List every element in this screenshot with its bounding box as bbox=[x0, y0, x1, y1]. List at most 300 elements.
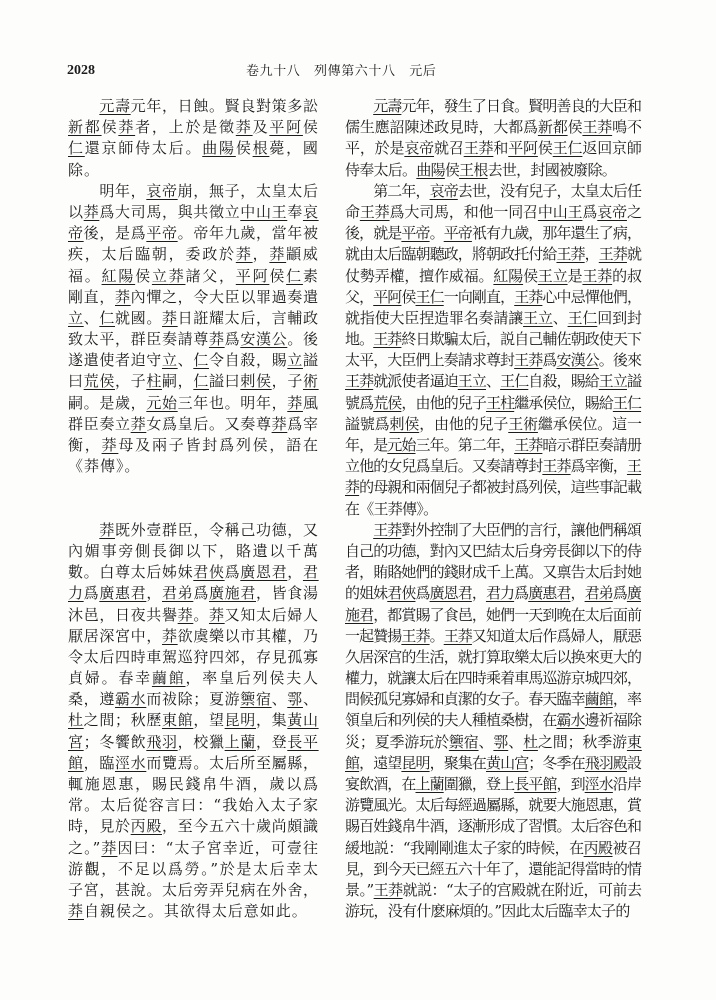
proper-name: 黄山宫 bbox=[486, 753, 529, 772]
text-line bbox=[68, 626, 318, 647]
line-text bbox=[68, 203, 319, 221]
line-text bbox=[345, 542, 641, 560]
text-run: 就由太后臨朝聽政，將朝政托付給 bbox=[345, 245, 557, 264]
text-run: 而祓除；夏游 bbox=[146, 690, 241, 709]
text-run: 繼承侯位，賜給 bbox=[514, 393, 613, 412]
text-run: 爲宰 bbox=[287, 414, 319, 433]
text-run: 一起贊揚 bbox=[345, 626, 402, 645]
text-run: 以 bbox=[68, 202, 84, 221]
text-line bbox=[345, 202, 642, 223]
text-line bbox=[345, 626, 642, 647]
text-run: 爲 bbox=[193, 584, 209, 603]
proper-name: 莽 bbox=[130, 414, 147, 433]
text-run: 命 bbox=[345, 202, 360, 221]
proper-name: 根 bbox=[252, 139, 270, 158]
text-line bbox=[345, 181, 642, 202]
text-line bbox=[68, 541, 318, 562]
text-run: 是 bbox=[567, 266, 583, 285]
text-line bbox=[68, 181, 318, 202]
proper-name: 籞宿 bbox=[448, 732, 479, 751]
text-line bbox=[68, 647, 318, 668]
text-run: 桑，遵 bbox=[68, 690, 115, 709]
text-run: 之 bbox=[626, 202, 642, 221]
text-run: 侯 bbox=[567, 118, 583, 137]
text-run: 福。 bbox=[68, 266, 102, 285]
line-text bbox=[68, 733, 319, 751]
text-run: 謚 bbox=[626, 372, 642, 391]
text-run: 設 bbox=[626, 753, 642, 772]
line-text bbox=[345, 563, 641, 581]
line-text bbox=[345, 372, 641, 390]
text-line bbox=[345, 350, 642, 371]
text-run: ，都賞賜了食邑，她們一天到晚在太后面前 bbox=[373, 605, 642, 624]
line-text bbox=[373, 521, 641, 539]
line-text bbox=[68, 542, 320, 560]
line-text bbox=[345, 690, 641, 708]
line-text bbox=[68, 330, 319, 348]
text-line bbox=[345, 583, 642, 604]
text-run: 爲 bbox=[415, 584, 430, 603]
line-text bbox=[68, 351, 319, 369]
line-text bbox=[345, 457, 641, 475]
text-run: 、 bbox=[271, 690, 288, 709]
text-run: 輒施恩惠，賜民錢帛牛酒，歲以爲 bbox=[68, 775, 320, 794]
proper-name: 莽 bbox=[208, 605, 225, 624]
text-run: ， bbox=[570, 584, 585, 603]
text-run: 群臣奏立 bbox=[68, 414, 131, 433]
text-run: 除。 bbox=[68, 160, 100, 179]
text-run: 後，是爲 bbox=[83, 224, 147, 243]
proper-name: 新都 bbox=[68, 118, 102, 137]
text-run: 爲大司馬，與共徵立 bbox=[99, 202, 241, 221]
text-line bbox=[345, 901, 642, 922]
line-text bbox=[99, 521, 318, 539]
proper-name: 帝 bbox=[68, 224, 84, 243]
proper-name: 君力 bbox=[485, 584, 515, 603]
text-line bbox=[345, 96, 642, 117]
text-line bbox=[68, 202, 318, 223]
text-line bbox=[345, 477, 642, 498]
proper-name: 飛羽 bbox=[146, 732, 178, 751]
proper-name: 平阿 bbox=[269, 118, 303, 137]
proper-name: 王根 bbox=[459, 160, 488, 179]
proper-name: 莽 bbox=[345, 478, 360, 497]
proper-name: 力 bbox=[68, 584, 84, 603]
text-line bbox=[345, 689, 642, 710]
text-line bbox=[345, 541, 642, 562]
text-run: 繼承侯位。這一 bbox=[537, 414, 642, 433]
line-text bbox=[68, 881, 319, 899]
text-run: 回到封 bbox=[597, 308, 642, 327]
line-text bbox=[99, 182, 318, 200]
text-line bbox=[345, 308, 642, 329]
text-line bbox=[345, 753, 642, 774]
proper-name: 莽 bbox=[115, 287, 131, 306]
proper-name: 平帝 bbox=[443, 224, 472, 243]
line-text bbox=[68, 754, 319, 772]
proper-name: 館 bbox=[68, 753, 84, 772]
text-line bbox=[345, 732, 642, 753]
proper-name: 上蘭 bbox=[415, 775, 444, 793]
text-run: 在《王莽傳》。 bbox=[345, 499, 438, 518]
text-run: 內媚事旁側長御以下，賂遺以千萬 bbox=[68, 541, 320, 560]
proper-name: 長平 bbox=[287, 732, 319, 751]
proper-name: 莽 bbox=[271, 414, 288, 433]
text-line bbox=[68, 605, 318, 626]
proper-name: 籞宿 bbox=[240, 690, 272, 709]
text-run: 爲 bbox=[224, 330, 241, 349]
text-line bbox=[345, 393, 642, 414]
proper-name: 涇水 bbox=[584, 775, 613, 793]
text-run: 自己的功德，對內又巴結太后身旁長御以下的侍 bbox=[345, 541, 642, 560]
text-run: ， bbox=[287, 563, 303, 582]
proper-name: 莽 bbox=[161, 626, 178, 645]
proper-name: 安漢公 bbox=[556, 351, 599, 370]
text-run: ，集 bbox=[255, 711, 288, 730]
text-run: 被召 bbox=[612, 838, 642, 857]
text-run: ，由他的兒子 bbox=[419, 414, 509, 433]
line-text bbox=[345, 351, 641, 369]
text-run: 元年，日蝕。賢良對策多訟 bbox=[130, 97, 319, 115]
text-run: 者，賄賂她們的錢財成千上萬。又禀告太后封她 bbox=[345, 563, 642, 582]
line-text bbox=[68, 711, 319, 729]
proper-name: 王立 bbox=[598, 372, 627, 391]
proper-name: 安漢公 bbox=[240, 330, 288, 349]
text-run: 爲 bbox=[83, 584, 100, 603]
proper-name: 王莽 bbox=[514, 351, 543, 370]
text-run: 。 bbox=[429, 224, 444, 243]
text-run: 爲 bbox=[224, 563, 241, 582]
text-run: 薨，國 bbox=[269, 139, 320, 158]
proper-name: 中山王 bbox=[537, 202, 583, 221]
translation-column bbox=[345, 96, 642, 922]
text-line bbox=[345, 117, 642, 138]
text-run: 衡， bbox=[68, 436, 102, 454]
text-line bbox=[345, 244, 642, 265]
text-run: 三年。第二年， bbox=[415, 436, 515, 454]
text-run: 侯 bbox=[101, 118, 119, 137]
line-text bbox=[345, 224, 641, 242]
proper-name: 曲陽 bbox=[202, 139, 236, 158]
text-run: 圍獵，登上 bbox=[443, 775, 515, 793]
text-run: 曰 bbox=[68, 372, 84, 391]
line-text bbox=[345, 478, 641, 496]
text-line bbox=[68, 838, 318, 859]
proper-name: 昆明 bbox=[224, 711, 256, 730]
text-run: 。 bbox=[429, 626, 444, 645]
text-run: 、 bbox=[485, 372, 501, 391]
text-run: ， bbox=[146, 584, 162, 603]
proper-name: 王莽 bbox=[345, 372, 374, 391]
line-text bbox=[345, 669, 641, 687]
text-run: 後，就是 bbox=[345, 224, 402, 243]
line-text bbox=[68, 245, 320, 263]
text-run: 父， bbox=[345, 287, 374, 306]
text-run: 還京師侍太后。 bbox=[84, 139, 203, 158]
line-text bbox=[68, 563, 319, 581]
text-run: 侯 bbox=[444, 160, 460, 179]
text-run: 就召 bbox=[434, 139, 464, 158]
text-run: 侯 bbox=[537, 139, 553, 158]
text-line bbox=[68, 223, 318, 244]
line-text bbox=[345, 606, 641, 624]
text-run: 緩地説：“我剛剛進太子家的時候，在 bbox=[345, 838, 584, 857]
text-run: 去世，没有兒子，太皇太后任 bbox=[457, 181, 642, 200]
text-run: 、 bbox=[508, 732, 524, 751]
line-text bbox=[345, 415, 642, 433]
line-text bbox=[345, 330, 641, 348]
text-run: 嗣。是歲， bbox=[68, 393, 147, 412]
proper-name: 剌侯 bbox=[389, 414, 420, 433]
text-line bbox=[345, 499, 642, 520]
proper-name: 紅陽 bbox=[493, 266, 524, 285]
proper-name: 莽 bbox=[68, 902, 84, 921]
text-run: 之間；秋季游 bbox=[537, 732, 627, 751]
proper-name: 杜 bbox=[523, 732, 538, 751]
line-text bbox=[68, 860, 320, 878]
text-run: 游觀，不足以爲勞。”於是太后幸太 bbox=[68, 859, 320, 878]
proper-name: 元壽 bbox=[373, 97, 402, 115]
text-run: 爲宰衡， bbox=[570, 457, 627, 476]
line-text bbox=[68, 139, 320, 157]
text-line bbox=[345, 816, 642, 837]
text-line bbox=[68, 371, 318, 392]
line-text bbox=[345, 500, 437, 518]
text-line bbox=[345, 520, 642, 541]
text-line bbox=[68, 901, 318, 922]
line-text bbox=[68, 457, 140, 475]
text-run: 見，到今天已經五六十年了，還能記得當時的情 bbox=[345, 859, 642, 878]
text-run: 終日欺騙太后，説自己輔佐朝政使天下 bbox=[401, 330, 642, 349]
line-text bbox=[68, 267, 320, 285]
proper-name: 王立 bbox=[537, 266, 568, 285]
proper-name: 莽 bbox=[177, 605, 194, 624]
text-run: 及 bbox=[252, 118, 270, 137]
text-run: 太平，大臣們上奏請求尊封 bbox=[345, 351, 515, 370]
text-run: ；冬季在 bbox=[528, 753, 585, 772]
line-text bbox=[345, 860, 641, 878]
text-line bbox=[345, 223, 642, 244]
proper-name: 莽 bbox=[83, 202, 100, 221]
proper-name: 王莽 bbox=[598, 245, 627, 264]
text-line bbox=[345, 562, 642, 583]
line-text bbox=[345, 881, 641, 899]
proper-name: 荒侯 bbox=[373, 393, 402, 412]
text-line bbox=[68, 732, 318, 753]
proper-name: 王仁 bbox=[500, 372, 529, 391]
text-run: 游玩，没有什麽麻煩的。”因此太后臨幸太子的 bbox=[345, 902, 630, 921]
text-line bbox=[345, 710, 642, 731]
proper-name: 平帝 bbox=[146, 224, 178, 243]
text-run: 儒生應詔陳述政見時，大都爲 bbox=[345, 118, 538, 137]
text-run: 立他的女兒爲皇后。又奏請尊封 bbox=[345, 457, 543, 476]
text-run: ，到 bbox=[556, 775, 585, 793]
text-line bbox=[345, 774, 642, 795]
text-run: 貞婦。春幸 bbox=[68, 669, 152, 688]
text-run: 數。白尊太后姊妹 bbox=[68, 563, 194, 582]
text-run: 爲 bbox=[612, 584, 627, 603]
text-line bbox=[68, 244, 318, 265]
text-run: 游覽風光。太后每經過屬縣，就要大施恩惠，賞 bbox=[345, 796, 642, 815]
text-line bbox=[68, 795, 318, 816]
text-run: 常。太后從容言曰：“我始入太子家 bbox=[68, 796, 320, 815]
text-run: 宴飲酒，在 bbox=[345, 775, 416, 793]
text-run: ；冬饗飲 bbox=[83, 732, 147, 751]
proper-name: 飛羽殿 bbox=[584, 753, 627, 772]
text-line bbox=[345, 859, 642, 880]
line-text bbox=[68, 309, 319, 327]
proper-name: 王莽 bbox=[359, 202, 390, 221]
proper-name: 荒侯 bbox=[83, 372, 115, 391]
line-text bbox=[68, 224, 319, 242]
text-run: 元年，發生了日食。賢明善良的大臣和 bbox=[401, 97, 642, 115]
text-run: 明年， bbox=[99, 181, 147, 200]
proper-name: 王仁 bbox=[552, 139, 583, 158]
text-line bbox=[345, 838, 642, 859]
proper-name: 君俠 bbox=[387, 584, 416, 603]
proper-name: 王術 bbox=[508, 414, 538, 433]
text-run: 、 bbox=[302, 690, 319, 709]
proper-name: 莽 bbox=[99, 520, 115, 539]
proper-name: 王莽 bbox=[373, 880, 403, 899]
proper-name: 王莽 bbox=[401, 626, 430, 645]
text-run: 鳴不 bbox=[612, 118, 642, 137]
proper-name: 杜 bbox=[68, 711, 84, 730]
text-run: 令自殺，賜 bbox=[208, 351, 288, 370]
proper-name: 王 bbox=[626, 457, 642, 476]
text-run: ， bbox=[252, 245, 270, 264]
text-run: 年，是 bbox=[345, 436, 388, 454]
text-run: 。後 bbox=[287, 330, 319, 349]
text-run: 者，上於是徵 bbox=[135, 118, 236, 137]
text-line bbox=[68, 117, 318, 138]
text-line bbox=[68, 859, 318, 880]
text-line bbox=[68, 710, 318, 731]
text-run: 自親侯之。其欲得太后意如此。 bbox=[83, 902, 308, 921]
proper-name: 上蘭 bbox=[224, 732, 256, 751]
proper-name: 莽 bbox=[208, 330, 225, 349]
proper-name: 元始 bbox=[146, 393, 178, 412]
proper-name: 立 bbox=[68, 308, 84, 327]
line-text bbox=[68, 817, 319, 835]
line-text bbox=[345, 161, 616, 179]
text-line bbox=[68, 138, 318, 159]
text-run: 、 bbox=[478, 732, 494, 751]
text-run: 風 bbox=[302, 393, 319, 412]
text-run: ，子 bbox=[271, 372, 303, 391]
proper-name: 王柱 bbox=[485, 393, 515, 412]
text-run: 災；夏季游玩於 bbox=[345, 732, 449, 751]
text-run: 衹有九歲，那年還生了病， bbox=[471, 224, 642, 243]
text-line bbox=[68, 414, 318, 435]
text-run: 爲 bbox=[582, 202, 598, 221]
paragraph bbox=[68, 520, 318, 923]
proper-name: 中山王 bbox=[240, 202, 288, 221]
proper-name: 莽 bbox=[235, 118, 253, 137]
line-text bbox=[345, 245, 641, 263]
text-line bbox=[68, 329, 318, 350]
proper-name: 繭館 bbox=[584, 690, 613, 709]
text-run: 平，於是 bbox=[345, 139, 405, 158]
line-text bbox=[68, 902, 308, 920]
line-text bbox=[68, 118, 320, 136]
text-run: 三年也。明年， bbox=[177, 393, 288, 412]
text-run: 謚曰 bbox=[209, 372, 241, 391]
text-line bbox=[68, 753, 318, 774]
proper-name: 東 bbox=[626, 732, 642, 751]
text-run: 邊祈福除 bbox=[584, 711, 642, 730]
text-line bbox=[68, 96, 318, 117]
line-text bbox=[68, 584, 319, 602]
text-line bbox=[68, 308, 318, 329]
text-run: 侯 bbox=[302, 118, 320, 137]
proper-name: 平阿 bbox=[373, 287, 402, 306]
line-text bbox=[68, 606, 319, 624]
line-text bbox=[345, 902, 630, 920]
text-run: ，望 bbox=[193, 711, 225, 730]
text-run: ，登 bbox=[255, 732, 288, 751]
proper-name: 立 bbox=[161, 351, 178, 370]
text-run: 的叔 bbox=[612, 266, 642, 285]
line-text bbox=[68, 796, 319, 814]
text-run: 顓威 bbox=[286, 245, 320, 264]
proper-name: 王仁 bbox=[567, 308, 598, 327]
text-run: 。 bbox=[193, 605, 209, 624]
text-run: 沐邑，日夜共譽 bbox=[68, 605, 178, 624]
text-run: 號爲 bbox=[345, 393, 374, 412]
text-line bbox=[68, 456, 318, 477]
paragraph bbox=[345, 96, 642, 181]
proper-name: 施君 bbox=[345, 605, 374, 624]
text-run: ，遠望 bbox=[359, 753, 402, 772]
proper-name: 哀帝 bbox=[429, 181, 458, 200]
proper-name: 長平館 bbox=[514, 775, 557, 793]
proper-name: 王莽 bbox=[582, 118, 613, 137]
text-run: 仗勢弄權，擅作威福。 bbox=[345, 266, 494, 285]
proper-name: 王莽 bbox=[582, 266, 613, 285]
proper-name: 霸水 bbox=[114, 690, 147, 709]
text-line bbox=[345, 414, 642, 435]
text-line bbox=[68, 689, 318, 710]
line-text bbox=[345, 733, 642, 751]
text-run: ，皆食湯 bbox=[255, 584, 319, 603]
text-run: 母及兩子皆封爲列侯，語在 bbox=[118, 436, 320, 454]
line-text bbox=[373, 97, 641, 115]
text-run: 和 bbox=[493, 139, 509, 158]
text-run: 、 bbox=[552, 308, 568, 327]
paragraph bbox=[68, 96, 318, 181]
text-line bbox=[345, 329, 642, 350]
proper-name: 繭館 bbox=[151, 669, 186, 688]
text-run: 地。 bbox=[345, 330, 374, 349]
text-run: 。後來 bbox=[598, 351, 642, 370]
text-line bbox=[68, 393, 318, 414]
proper-name: 霸水 bbox=[556, 711, 585, 730]
proper-name: 曲陽 bbox=[416, 160, 445, 179]
text-line bbox=[345, 371, 642, 392]
text-run: 侍奉太后。 bbox=[345, 160, 417, 179]
text-line bbox=[68, 266, 318, 287]
proper-name: 莽 bbox=[287, 393, 303, 412]
line-text bbox=[345, 288, 641, 306]
text-run: 就 bbox=[626, 245, 642, 264]
proper-name: 哀帝 bbox=[146, 181, 178, 200]
proper-name: 紅陽 bbox=[101, 266, 136, 285]
text-run: 、 bbox=[177, 351, 194, 370]
text-run: 一向剛直， bbox=[443, 287, 515, 306]
line-text bbox=[345, 139, 642, 157]
text-line bbox=[345, 795, 642, 816]
